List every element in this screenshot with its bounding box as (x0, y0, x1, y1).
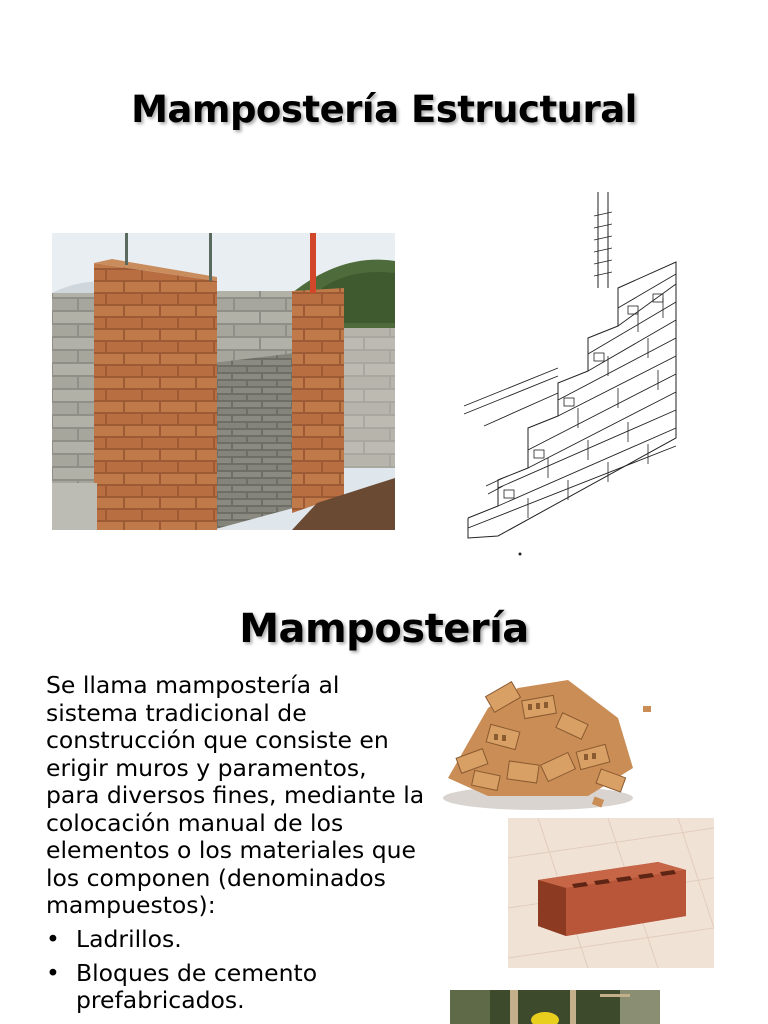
reinforced-block-wall-drawing (458, 188, 688, 560)
list-item (46, 960, 426, 1015)
construction-photo (450, 990, 660, 1024)
brick-pile-photo (428, 668, 660, 816)
bullet-list (46, 926, 426, 1021)
bullet-text: Ladrillos. (76, 925, 182, 953)
bullet-icon: • (46, 958, 60, 987)
single-brick-photo (508, 818, 714, 968)
bullet-icon: • (46, 925, 60, 953)
list-item (46, 926, 426, 954)
slide-title: Mampostería Estructural (131, 88, 637, 131)
masonry-wall-photo (52, 233, 395, 530)
bullet-text: Bloques de cemento prefabricados. (76, 958, 318, 1014)
slide-title: Mampostería (239, 606, 529, 652)
body-paragraph: Se llama mampostería al sistema tradicional de construcción que consiste en erigir muros y paramentos, para diversos fines, mediante la colocación manual de los elementos o los materiales que los componen (denominados mampuestos): (46, 671, 425, 919)
